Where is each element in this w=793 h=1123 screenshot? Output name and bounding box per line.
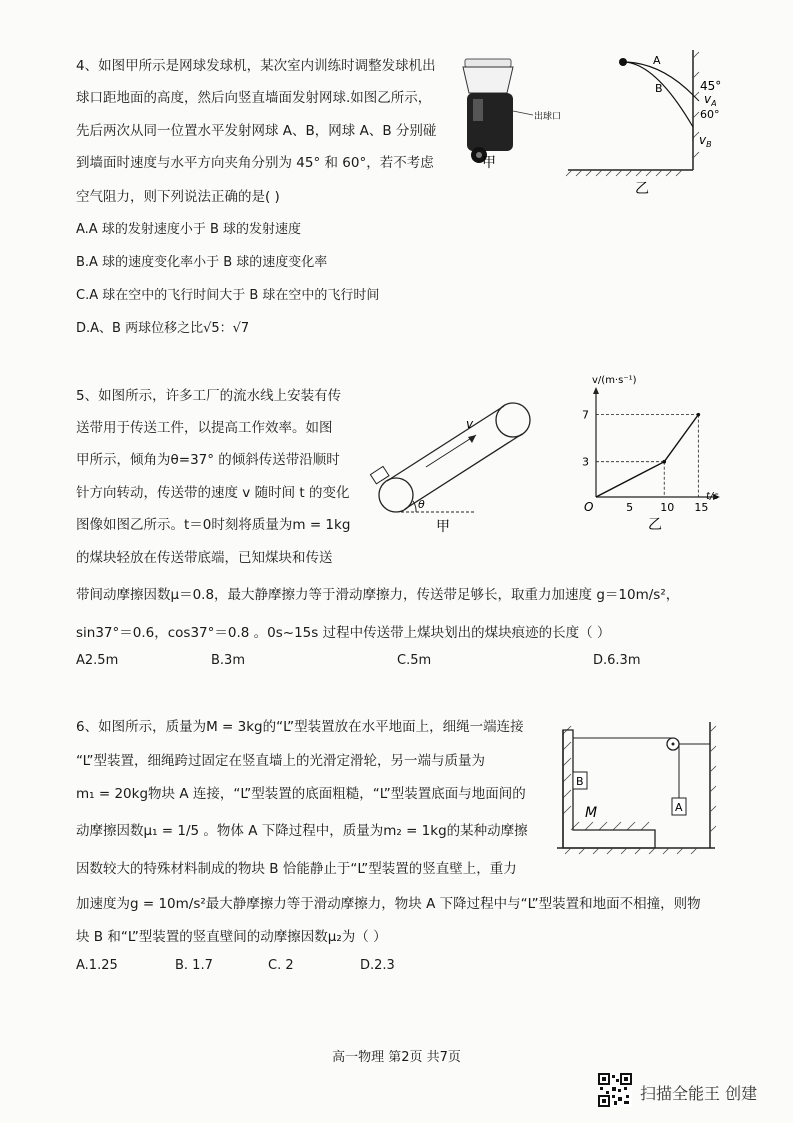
q4-line-3: 先后两次从同一位置水平发射网球 A、B，网球 A、B 分别碰 (76, 123, 437, 139)
angle-b: 60° (700, 108, 720, 121)
q6-line-7: 块 B 和“L”型装置的竖直壁间的动摩擦因数μ₂为（ ） (76, 929, 387, 945)
q6-line-4: 动摩擦因数μ₁ = 1/5 。物体 A 下降过程中，质量为m₂ = 1kg的某种动摩擦 (76, 823, 528, 839)
scanner-watermark: 扫描全能王 创建 (640, 1084, 758, 1103)
q5-line-5: 图像如图乙所示。t＝0时刻将质量为m = 1kg (76, 517, 351, 533)
q6-line-1: 6、如图所示，质量为M = 3kg的“L”型装置放在水平地面上，细绳一端连接 (76, 719, 524, 735)
y-axis-arrow (593, 387, 599, 394)
x-axis-label: t/s (706, 491, 719, 502)
q5-line-7: 带间动摩擦因数μ＝0.8，最大静摩擦力等于滑动摩擦力，传送带足够长，取重力加速度 g＝10m/s²， (76, 587, 680, 603)
machine-hopper (465, 59, 511, 67)
q6-line-2: “L”型装置，细绳跨过固定在竖直墙上的光滑定滑轮，另一端与质量为 (76, 753, 486, 769)
data-point (662, 460, 666, 464)
q5-figure-jia (366, 395, 536, 535)
belt-top (387, 406, 504, 481)
fig-jia-label: 甲 (482, 155, 496, 171)
v-t-chart (582, 375, 720, 514)
q5-option-b: B.3m (211, 653, 245, 668)
q5-line-8: sin37°＝0.6，cos37°＝0.8 。0s~15s 过程中传送带上煤块划出的煤块痕迹的长度（ ） (76, 625, 611, 641)
q4-line-2: 球口距地面的高度，然后向竖直墙面发射网球.如图乙所示， (76, 90, 432, 106)
velocity-label: v (466, 417, 474, 431)
q5-line-1: 5、如图所示，许多工厂的流水线上安装有传 (76, 388, 342, 404)
q4-option-d: D.A、B 两球位移之比√5：√7 (76, 321, 250, 336)
q6-option-c: C. 2 (268, 958, 294, 973)
q4-option-c: C.A 球在空中的飞行时间大于 B 球在空中的飞行时间 (76, 288, 380, 303)
theta-label: θ (418, 498, 425, 511)
q4-figure-yi (560, 48, 730, 198)
mass-m-label: M (585, 805, 598, 821)
y-tick-label: 7 (582, 408, 589, 422)
q4-option-a: A.A 球的发射速度小于 B 球的发射速度 (76, 222, 302, 237)
label-va: $v_A$ (704, 92, 717, 108)
x-tick-label: 10 (660, 501, 675, 514)
q4-option-b: B.A 球的速度变化率小于 B 球的速度变化率 (76, 255, 328, 270)
q6-line-3: m₁ = 20kg物块 A 连接，“L”型装置的底面粗糙，“L”型装置底面与地面间的 (76, 786, 526, 802)
q4-line-4: 到墙面时速度与水平方向夹角分别为 45° 和 60°，若不考虑 (76, 155, 434, 171)
fig-yi-label: 乙 (648, 517, 662, 533)
x-tick-label: 15 (694, 501, 709, 514)
page-footer: 高一物理 第2页 共7页 (332, 1050, 461, 1065)
series-line (596, 415, 698, 497)
q5-line-3: 甲所示，倾角为θ=37° 的倾斜传送带沿顺时 (76, 452, 340, 468)
machine-basket (463, 67, 513, 93)
q6-option-a: A.1.25 (76, 958, 118, 973)
x-tick-label: 5 (626, 501, 634, 514)
q5-option-c: C.5m (397, 653, 432, 668)
q6-line-6: 加速度为g = 10m/s²最大静摩擦力等于滑动摩擦力，物块 A 下降过程中与“L”型装置和地面不相撞，则物 (76, 896, 701, 912)
origin-label: O (584, 500, 594, 514)
fig-jia-label: 甲 (436, 519, 450, 535)
q5-option-d: D.6.3m (593, 653, 641, 668)
q6-option-d: D.2.3 (360, 958, 395, 973)
q4-line-1: 4、如图甲所示是网球发球机，某次室内训练时调整发球机出 (76, 58, 436, 74)
q4-line-5: 空气阻力，则下列说法正确的是( ) (76, 189, 280, 205)
block-a-label: A (675, 801, 683, 814)
q4-figure-jia (455, 55, 565, 175)
label-b: B (655, 82, 663, 95)
q5-figure-yi (570, 375, 720, 533)
angle-a: 45° (700, 79, 722, 93)
outlet-label: 出球口 (534, 112, 562, 122)
q5-line-6: 的煤块轻放在传送带底端，已知煤块和传送 (76, 550, 333, 566)
block-b-label: B (576, 775, 584, 788)
q6-figure (555, 720, 725, 860)
data-point (697, 413, 701, 417)
q5-line-4: 针方向转动，传送带的速度 v 随时间 t 的变化 (76, 485, 350, 501)
q6-option-b: B. 1.7 (175, 958, 213, 973)
y-tick-label: 3 (582, 455, 589, 469)
label-vb: $v_B$ (699, 133, 712, 149)
q5-line-2: 送带用于传送工件，以提高工作效率。如图 (76, 420, 333, 436)
q5-option-a: A2.5m (76, 653, 119, 668)
fig-yi-label: 乙 (635, 181, 649, 197)
y-axis-label: v/(m·s⁻¹) (592, 375, 637, 386)
qr-code-icon (598, 1073, 632, 1107)
label-a: A (653, 54, 661, 67)
q6-line-5: 因数较大的特殊材料制成的物块 B 恰能静止于“L”型装置的竖直壁上，重力 (76, 861, 517, 877)
